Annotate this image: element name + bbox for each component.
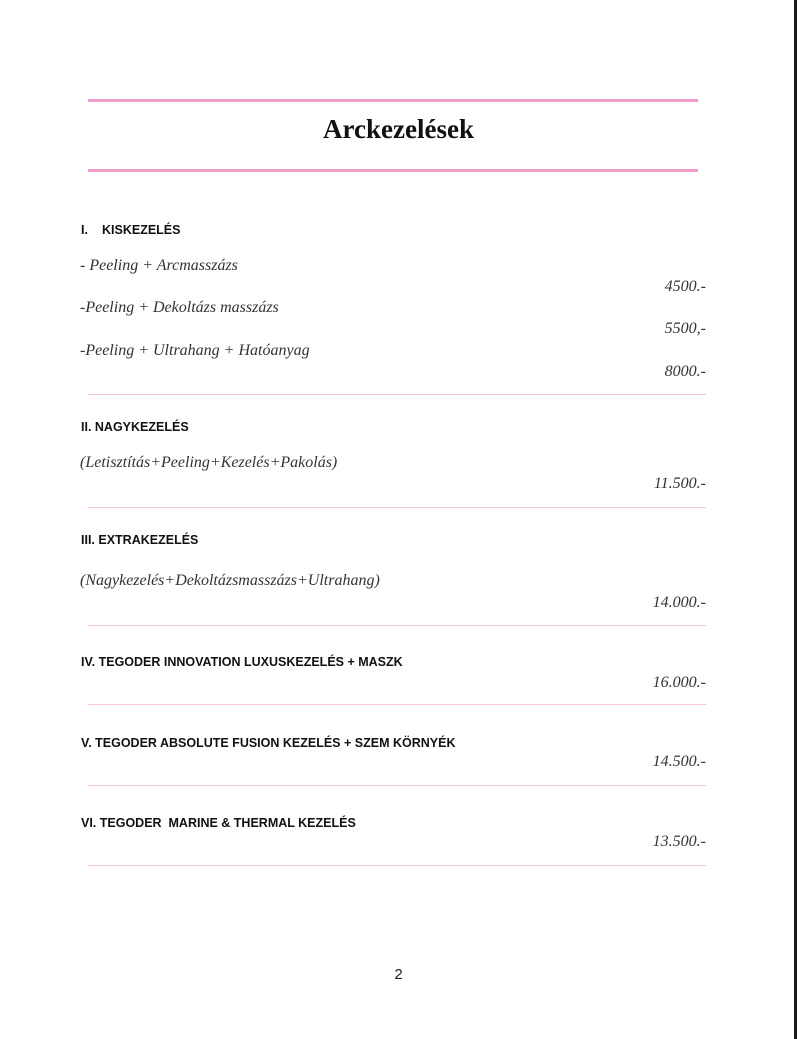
section-heading-label: VI. TEGODER MARINE & THERMAL KEZELÉS [81,816,356,830]
treatment-price: 16.000.- [652,674,706,691]
section-heading-absolute-fusion: V. TEGODER ABSOLUTE FUSION KEZELÉS + SZEM KÖRNYÉK [81,736,456,750]
section-heading-label: KISKEZELÉS [102,223,181,237]
title-rule-bottom [88,169,698,172]
section-divider [88,507,706,508]
treatment-description: (Nagykezelés+Dekoltázsmasszázs+Ultrahang) [80,572,380,589]
section-divider [88,704,706,705]
section-heading-marine-thermal [81,816,356,830]
section-heading-extrakezeles: III. EXTRAKEZELÉS [81,533,199,547]
treatment-item: - Peeling + Arcmasszázs [80,257,238,274]
section-heading-innovation: IV. TEGODER INNOVATION LUXUSKEZELÉS + MASZK [81,655,403,669]
treatment-item: -Peeling + Ultrahang + Hatóanyag [80,342,310,359]
title-rule-top [88,99,698,102]
treatment-price: 5500,- [664,320,706,337]
section-divider [88,394,706,395]
treatment-price: 4500.- [664,278,706,295]
treatment-price: 14.500.- [652,753,706,770]
section-divider [88,865,706,866]
treatment-description: (Letisztítás+Peeling+Kezelés+Pakolás) [80,454,338,471]
section-heading-nagykezeles: II. NAGYKEZELÉS [81,420,189,434]
treatment-item: -Peeling + Dekoltázs masszázs [80,299,279,316]
section-divider [88,625,706,626]
section-heading-kiskezeles [81,223,181,237]
treatment-price: 13.500.- [652,833,706,850]
section-numeral: I. [81,223,88,237]
section-divider [88,785,706,786]
page-number: 2 [394,966,403,983]
treatment-price: 11.500.- [653,475,706,492]
treatment-price: 14.000.- [652,594,706,611]
treatment-price: 8000.- [664,363,706,380]
page-title: Arckezelések [323,114,474,144]
